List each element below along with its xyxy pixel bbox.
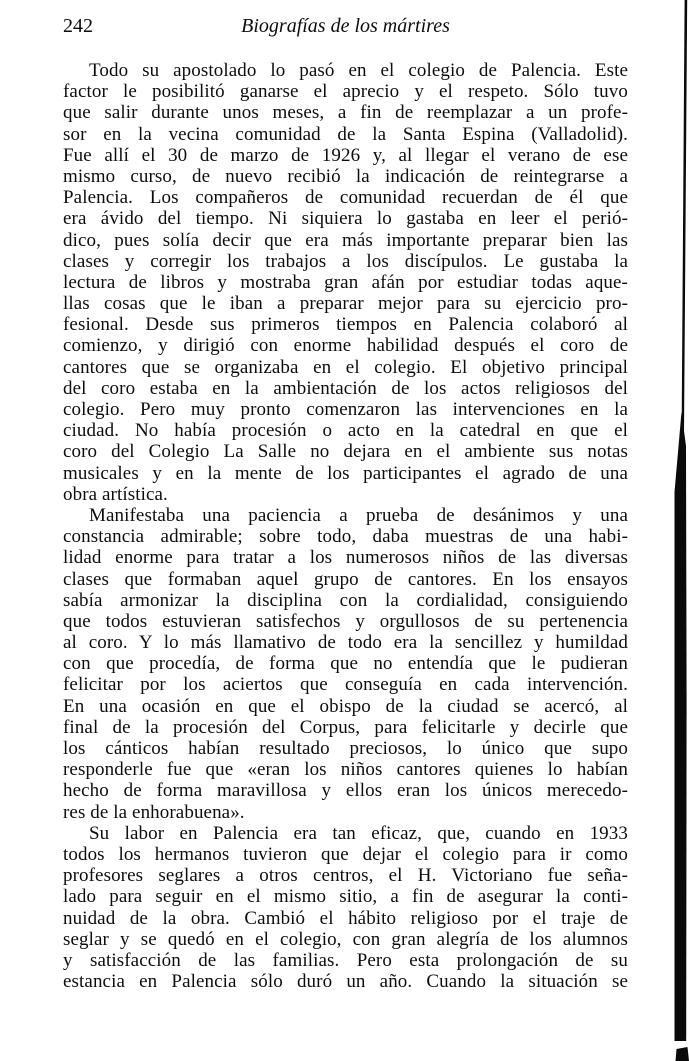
text-line: y satisfacción de las familias. Pero esta prolongación de su <box>63 949 628 971</box>
text-line: mismo curso, de nuevo recibió la indicación de reintegrarse a <box>63 165 628 187</box>
text-line: En una ocasión en que el obispo de la ciudad se acercó, al <box>63 695 628 717</box>
text-line: profesores seglares a otros centros, el H. Victoriano fue seña- <box>63 865 628 887</box>
text-line: Palencia. Los compañeros de comunidad recuerdan de él que <box>63 187 628 209</box>
text-line: fesional. Desde sus primeros tiempos en Palencia colaboró al <box>63 314 628 336</box>
text-line: lado para seguir en el mismo sitio, a fin de asegurar la conti- <box>63 886 628 908</box>
text-line: los cánticos habían resultado preciosos, lo único que supo <box>63 738 628 759</box>
text-line: lectura de libros y mostraba gran afán por estudiar todas aque- <box>63 271 628 293</box>
paragraph <box>63 505 628 823</box>
text-line: musicales y en la mente de los participantes el agrado de una <box>63 462 628 484</box>
text-line: final de la procesión del Corpus, para felicitarle y decirle que <box>63 716 628 738</box>
page-number: 242 <box>63 15 93 37</box>
page-body <box>63 60 628 992</box>
running-title: Biografías de los mártires <box>241 15 450 37</box>
text-line: con que procedía, de forma que no entendía que le pudieran <box>63 653 628 675</box>
text-line: lidad enorme para tratar a los numerosos niños de las diversas <box>63 547 628 569</box>
text-line: clases que formaban aquel grupo de cantores. En los ensayos <box>63 568 628 590</box>
text-line: Todo su apostolado lo pasó en el colegio de Palencia. Este <box>89 60 628 81</box>
text-line: dico, pues solía decir que era más importante preparar bien las <box>63 229 628 251</box>
page-header <box>63 15 628 41</box>
text-line: responderle fue que «eran los niños cantores quienes lo habían <box>63 759 628 781</box>
text-line: comienzo, y dirigió con enorme habilidad después el coro de <box>63 335 628 357</box>
text-line: Manifestaba una paciencia a prueba de desánimos y una <box>89 504 628 526</box>
text-line: colegio. Pero muy pronto comenzaron las intervenciones en la <box>63 399 628 420</box>
text-line: que salir durante unos meses, a fin de reemplazar a un profe- <box>63 102 628 124</box>
text-line: seglar y se quedó en el colegio, con gran alegría de los alumnos <box>63 928 628 950</box>
text-line: llas cosas que le iban a preparar mejor para su ejercicio pro- <box>63 293 628 315</box>
text-line: Fue allí el 30 de marzo de 1926 y, al llegar el verano de ese <box>63 144 628 166</box>
text-line: obra artística. <box>63 483 168 505</box>
paragraph <box>63 60 628 505</box>
text-line: al coro. Y lo más llamativo de todo era la sencillez y humildad <box>63 632 628 654</box>
text-line: hecho de forma maravillosa y ellos eran los únicos merecedo- <box>63 780 628 802</box>
text-line: estancia en Palencia sólo duró un año. Cuando la situación se <box>63 971 628 993</box>
text-line: Su labor en Palencia era tan eficaz, que, cuando en 1933 <box>89 822 628 844</box>
text-line: sor en la vecina comunidad de la Santa Espina (Valladolid). <box>63 123 628 145</box>
text-line: sabía armonizar la disciplina con la cordialidad, consiguiendo <box>63 589 628 611</box>
text-line: coro del Colegio La Salle no dejara en el ambiente sus notas <box>63 441 628 463</box>
text-line: que todos estuvieran satisfechos y orgullosos de su pertenencia <box>63 610 628 632</box>
text-line: todos los hermanos tuvieron que dejar el colegio para ir como <box>63 843 628 865</box>
paragraph <box>63 823 628 993</box>
text-line: constancia admirable; sobre todo, daba muestras de una habi- <box>63 526 628 548</box>
text-line: del coro estaba en la ambientación de los actos religiosos del <box>63 377 628 399</box>
text-line: ciudad. No había procesión o acto en la catedral en que el <box>63 420 628 442</box>
text-line: res de la enhorabuena». <box>63 801 245 823</box>
text-line: felicitar por los aciertos que conseguía en cada intervención. <box>63 674 628 696</box>
text-line: clases y corregir los trabajos a los discípulos. Le gustaba la <box>63 250 628 272</box>
text-line: cantores que se organizaba en el colegio. El objetivo principal <box>63 356 628 378</box>
text-line: era ávido del tiempo. Ni siquiera lo gastaba en leer el perió- <box>63 208 628 230</box>
text-line: nuidad de la obra. Cambió el hábito religioso por el traje de <box>63 907 628 929</box>
text-line: factor le posibilitó ganarse el aprecio y el respeto. Sólo tuvo <box>63 81 628 103</box>
